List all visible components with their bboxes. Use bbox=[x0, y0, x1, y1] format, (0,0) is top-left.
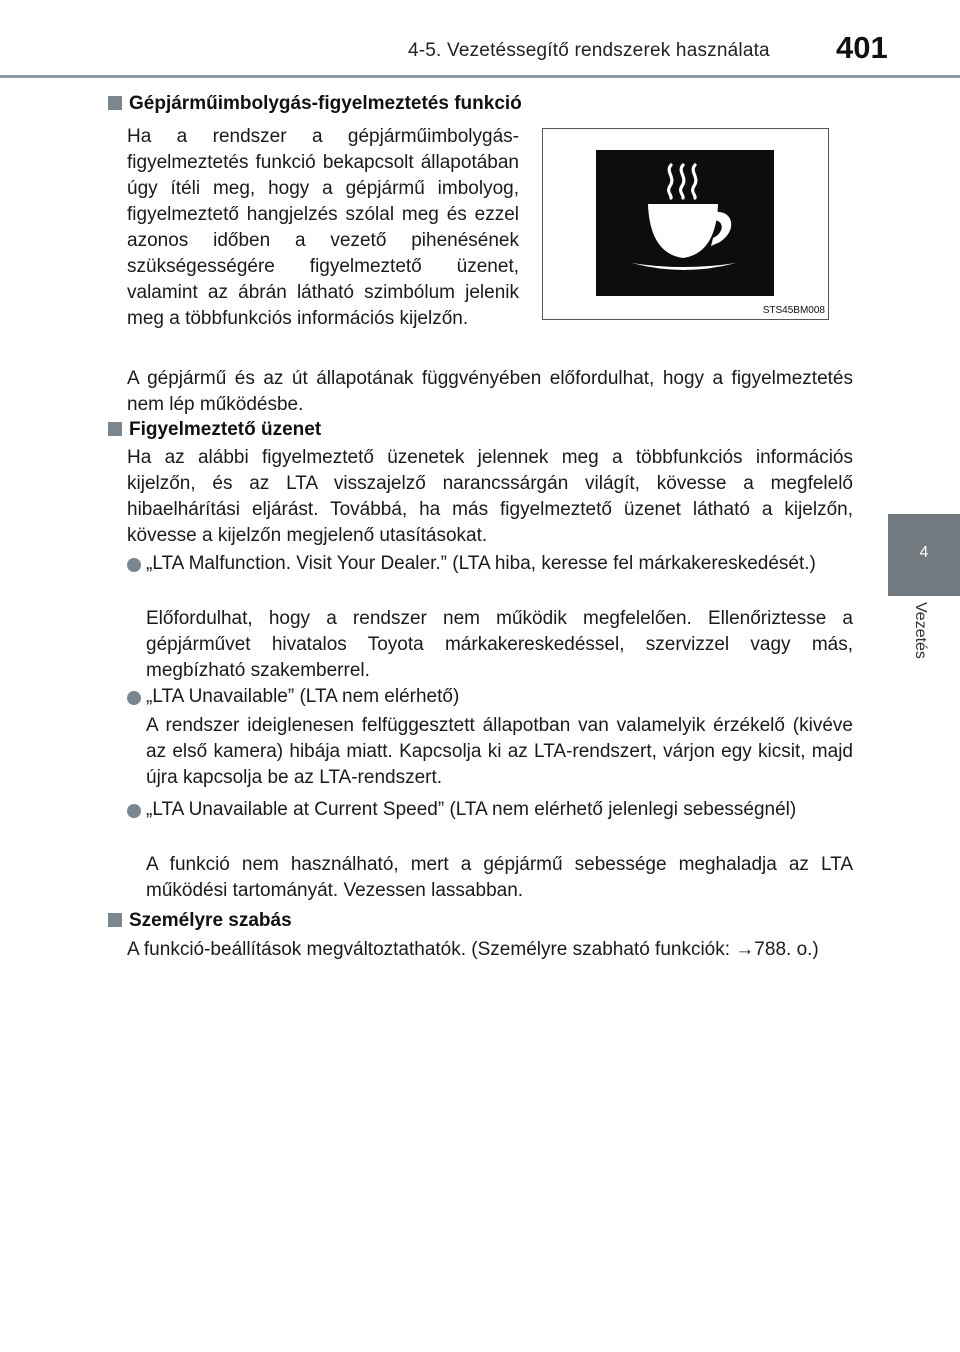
round-bullet-icon bbox=[127, 804, 141, 818]
bullet-text-speed: A funkció nem használható, mert a gépjármű sebessége meghaladja az LTA működési tartományát. Vezessen lassabban. bbox=[146, 854, 853, 901]
display-panel bbox=[596, 150, 774, 296]
chapter-label: Vezetés bbox=[912, 602, 929, 659]
chapter-number: 4 bbox=[919, 544, 929, 561]
round-bullet-icon bbox=[127, 558, 141, 572]
round-bullet-icon bbox=[127, 691, 141, 705]
bullet-title-malfunction: „LTA Malfunction. Visit Your Dealer.” (LTA hiba, keresse fel márkakereskedését.) bbox=[146, 553, 816, 574]
section-heading-text: Személyre szabás bbox=[129, 910, 292, 931]
page-number: 401 bbox=[836, 30, 888, 65]
warning-message-intro: Ha az alábbi figyelmeztető üzenetek jelennek meg a többfunkciós információs kijelzőn, és az LTA visszajelző narancssárgán világít, kövesse a megfelelő hibaelhárítási eljárást. Továbbá, ha más figyelmeztető üzenet látható a kijelzőn, kövesse a kijelzőn megjelenő utasításokat. bbox=[127, 447, 853, 546]
bullet-title-unavailable: „LTA Unavailable” (LTA nem elérhető) bbox=[146, 686, 460, 707]
bullet-text-malfunction: Előfordulhat, hogy a rendszer nem működik megfelelően. Ellenőriztesse a gépjárművet hivatalos Toyota márkakereskedéssel, szervizzel vagy más, megbízható szakemberrel. bbox=[146, 608, 853, 681]
running-header: 4-5. Vezetéssegítő rendszerek használata bbox=[408, 40, 770, 61]
section-heading-customization bbox=[108, 910, 848, 932]
header-divider bbox=[0, 75, 960, 78]
section-heading-text: Figyelmeztető üzenet bbox=[129, 419, 322, 440]
square-bullet-icon bbox=[108, 422, 122, 436]
square-bullet-icon bbox=[108, 913, 122, 927]
bullet-title-speed: „LTA Unavailable at Current Speed” (LTA nem elérhető jelenlegi sebességnél) bbox=[146, 799, 797, 820]
bullet-text-unavailable: A rendszer ideiglenesen felfüggesztett állapotban van valamelyik érzékelő (kivéve az első kamera) hibája miatt. Kapcsolja ki az LTA-rendszert, várjon egy kicsit, majd újra kapcsolja be az LTA-rendszert. bbox=[146, 715, 853, 788]
section-heading-warning-message bbox=[108, 419, 848, 441]
section-heading-sway-warning bbox=[108, 93, 848, 115]
figure-code: STS45BM008 bbox=[762, 305, 825, 316]
sway-warning-description: Ha a rendszer a gépjárműimbolygás-figyelmeztetés funkció bekapcsolt állapotában úgy ítéli meg, hogy a gépjármű imbolyog, figyelmeztető hangjelzés szólal meg és ezzel azonos időben a vezető pihenésének szükségességére figyelmeztető üzenet, valamint az ábrán látható szimbólum jelenik meg a többfunkciós információs kijelzőn. bbox=[127, 126, 519, 329]
coffee-cup-icon bbox=[596, 150, 774, 296]
square-bullet-icon bbox=[108, 96, 122, 110]
sway-warning-note: A gépjármű és az út állapotának függvényében előfordulhat, hogy a figyelmeztetés nem lép működésbe. bbox=[127, 368, 853, 415]
section-heading-text: Gépjárműimbolygás-figyelmeztetés funkció bbox=[129, 93, 522, 114]
chapter-tab bbox=[888, 514, 960, 596]
customization-text: A funkció-beállítások megváltoztathatók. (Személyre szabható funkciók: →788. o.) bbox=[127, 939, 819, 960]
figure-coffee-symbol bbox=[542, 128, 829, 320]
